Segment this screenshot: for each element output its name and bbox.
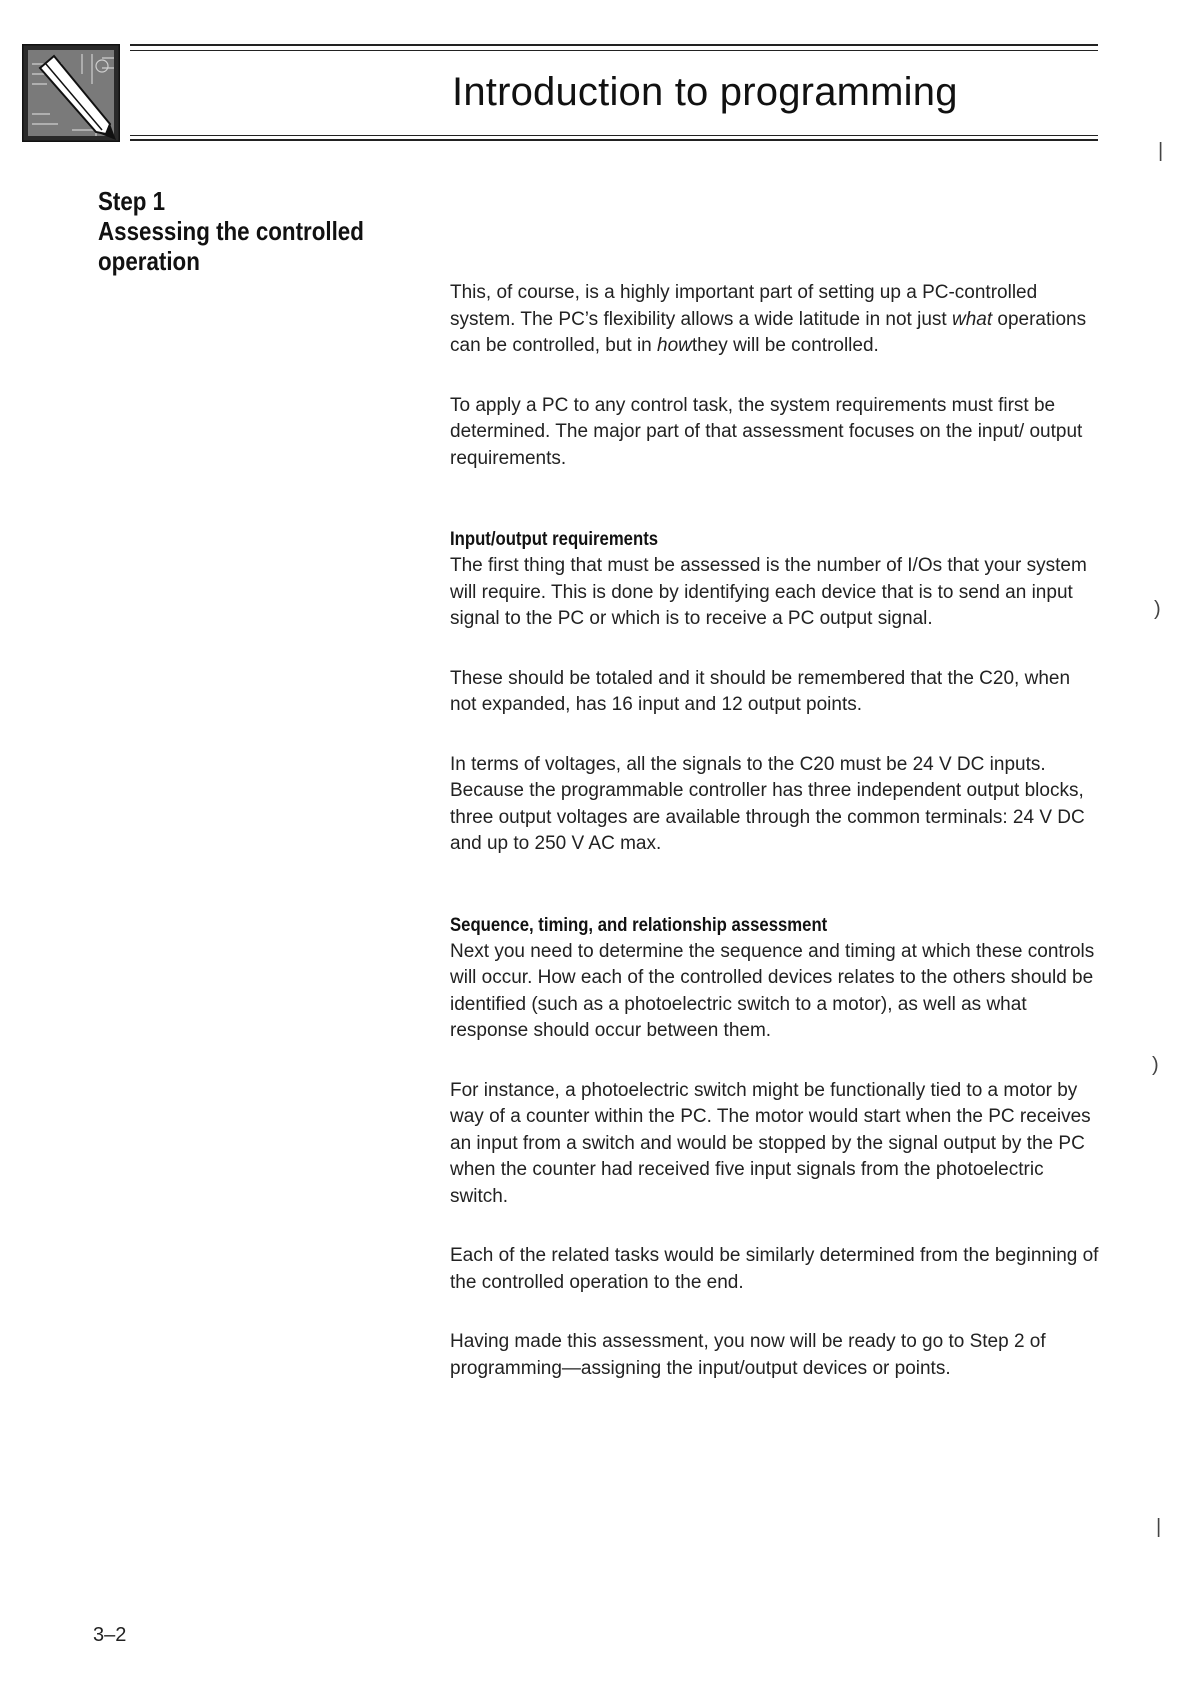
page-number: 3–2 [93,1624,127,1646]
io-paragraph-3: In terms of voltages, all the signals to the C20 must be 24 V DC inputs. Because the programmable controller has three independent output blocks, three output voltages are available through the common terminals: 24 V DC and up to 250 V AC max. [450,753,1085,854]
sequence-heading: Sequence, timing, and relationship assessment [450,914,828,936]
margin-mark: ) [1152,1054,1159,1076]
header-rule-top [130,44,1098,46]
sequence-paragraph-2: For instance, a photoelectric switch might be functionally tied to a motor by way of a counter within the PC. The motor would start when the PC receives an input from a switch and would be stopped by the signal output by the PC when the counter had received five input signals from the photoelectric switch. [450,1079,1091,1207]
body-column [450,280,1100,1415]
io-requirements-heading: Input/output requirements [450,529,659,550]
sequence-paragraph-3: Each of the related tasks would be similarly determined from the beginning of the controlled operation to the end. [450,1245,1099,1293]
margin-mark: | [1156,1516,1162,1538]
margin-mark: ) [1154,598,1161,620]
io-paragraph-1: The first thing that must be assessed is the number of I/Os that your system will require. This is done by identifying each device that is to send an input signal to the PC or which is to receive a PC output signal. [450,555,1087,629]
header-rule-top-thin [130,50,1098,51]
intro-paragraph-1: This, of course, is a highly important part of setting up a PC-controlled system. The PC’s flexibility allows a wide latitude in not just what operations can be controlled, but in howthey will be controlled. [450,282,1087,356]
header-rule-bottom [130,139,1098,141]
sequence-paragraph-4: Having made this assessment, you now will be ready to go to Step 2 of programming—assigning the input/output devices or points. [450,1331,1046,1379]
chapter-title: Introduction to programming [452,70,958,114]
step-title-line-1: Assessing the controlled [98,216,364,246]
step-number: Step 1 [98,186,166,216]
sequence-paragraph-1: Next you need to determine the sequence and timing at which these controls will occur. How each of the controlled devices relates to the others should be identified (such as a photoelectric switch to a motor), as well as what response should occur between them. [450,940,1095,1041]
io-paragraph-2: These should be totaled and it should be remembered that the C20, when not expanded, has 16 input and 12 output points. [450,667,1071,715]
header-rule-bottom-thin [130,135,1098,136]
pencil-circuit-icon [22,44,120,142]
intro-paragraph-2: To apply a PC to any control task, the system requirements must first be determined. The major part of that assessment focuses on the input/ output requirements. [450,394,1083,469]
step-heading [98,186,373,276]
step-title-line-2: operation [98,246,200,276]
margin-mark: | [1158,140,1164,162]
